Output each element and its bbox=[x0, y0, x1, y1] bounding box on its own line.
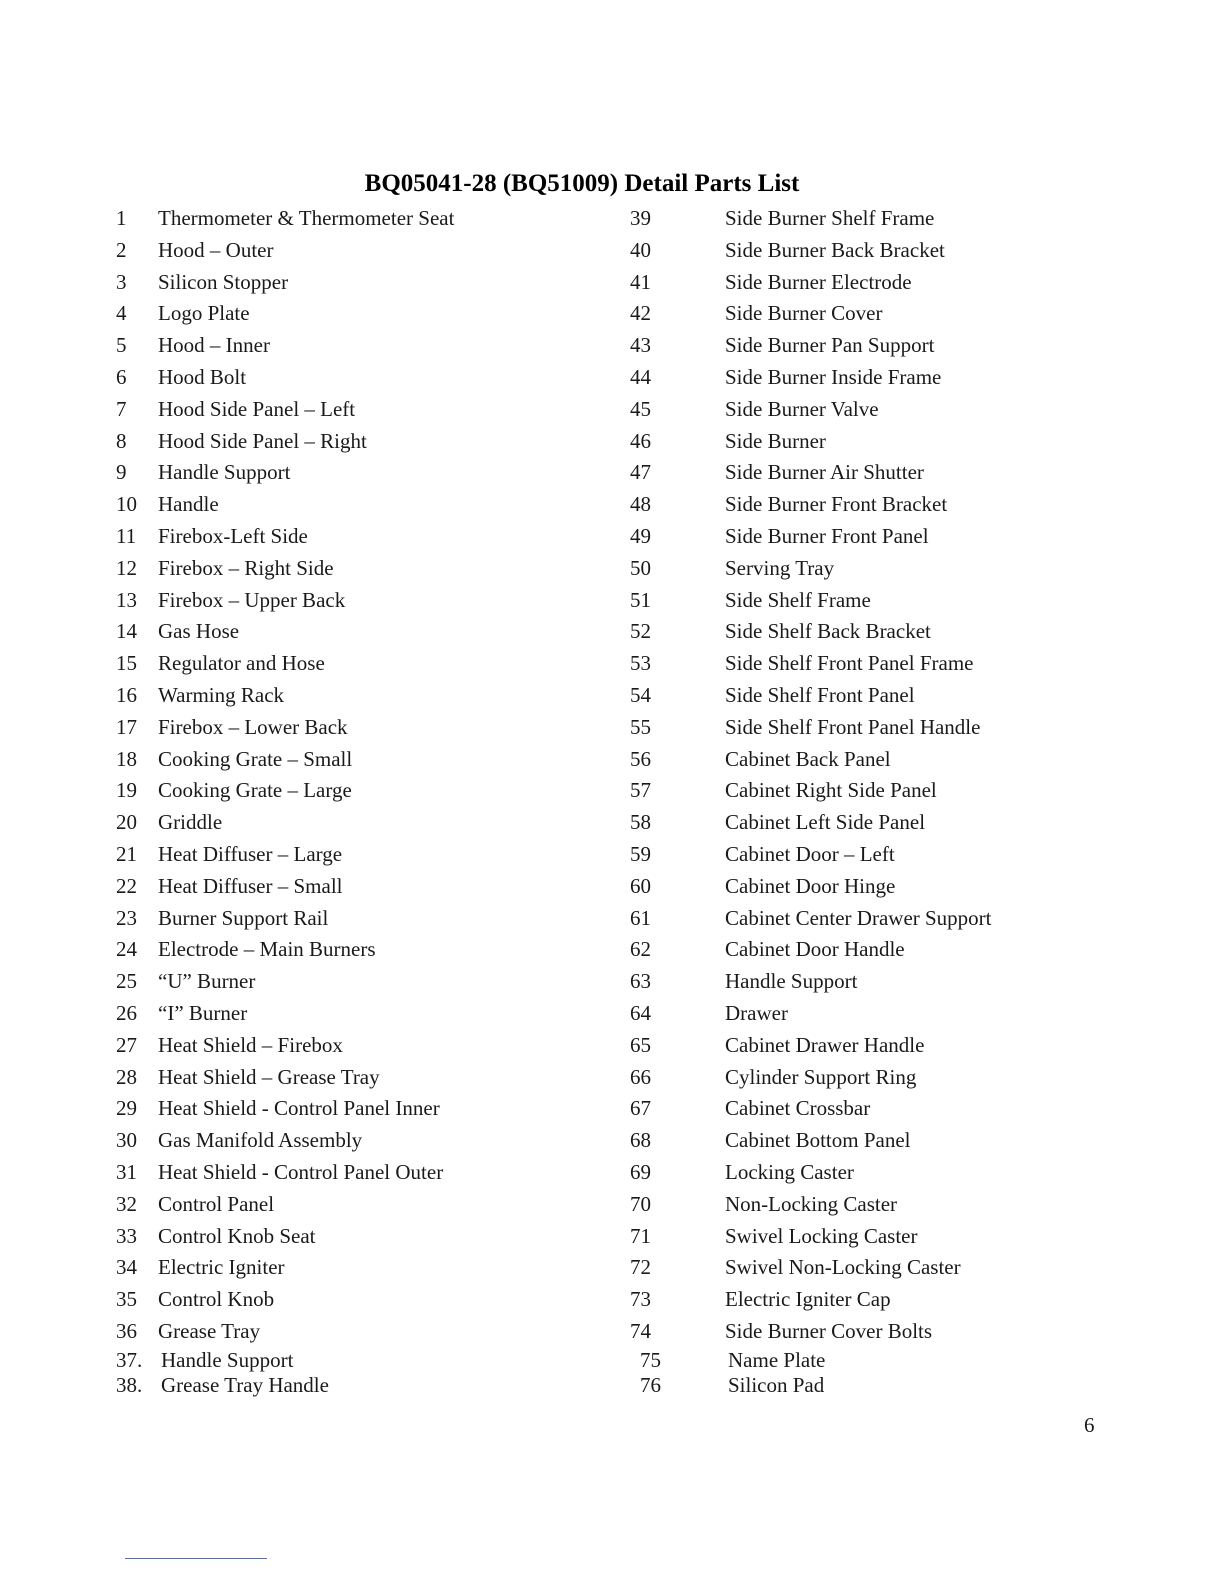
part-name: Control Panel bbox=[158, 1191, 275, 1216]
part-number: 64 bbox=[630, 1000, 651, 1025]
parts-list-item bbox=[116, 1221, 586, 1253]
part-name: Firebox – Lower Back bbox=[158, 714, 348, 739]
part-name: Side Burner bbox=[725, 428, 826, 453]
parts-list-item bbox=[116, 1093, 586, 1125]
part-number: 71 bbox=[630, 1223, 651, 1248]
part-number: 41 bbox=[630, 269, 651, 294]
part-number: 35 bbox=[116, 1287, 137, 1312]
part-name: Logo Plate bbox=[158, 301, 250, 326]
parts-list-item bbox=[116, 807, 586, 839]
parts-list-item bbox=[116, 744, 586, 776]
part-number: 53 bbox=[630, 651, 651, 676]
parts-list-item bbox=[630, 1316, 1050, 1348]
parts-list-right-column bbox=[630, 203, 1050, 1398]
parts-list-item bbox=[116, 362, 586, 394]
part-number: 70 bbox=[630, 1191, 651, 1216]
part-name: Side Burner Front Panel bbox=[725, 523, 929, 548]
parts-list-item bbox=[630, 934, 1050, 966]
parts-list-item bbox=[116, 648, 586, 680]
part-number: 75 bbox=[640, 1347, 661, 1372]
parts-list-item bbox=[630, 1157, 1050, 1189]
parts-list-item bbox=[630, 903, 1050, 935]
part-number: 26 bbox=[116, 1000, 137, 1025]
part-name: Side Burner Air Shutter bbox=[725, 460, 924, 485]
part-name: Side Burner Back Bracket bbox=[725, 237, 945, 262]
part-name: Side Burner Pan Support bbox=[725, 333, 935, 358]
parts-list-item bbox=[116, 1373, 586, 1398]
part-number: 43 bbox=[630, 333, 651, 358]
parts-list-item bbox=[630, 616, 1050, 648]
parts-list-item bbox=[116, 712, 586, 744]
part-number: 36 bbox=[116, 1318, 137, 1343]
part-number: 55 bbox=[630, 714, 651, 739]
parts-list-item bbox=[116, 839, 586, 871]
part-number: 63 bbox=[630, 969, 651, 994]
part-name: Cooking Grate – Large bbox=[158, 778, 352, 803]
part-name: Side Shelf Front Panel Frame bbox=[725, 651, 974, 676]
parts-list-item bbox=[630, 712, 1050, 744]
part-name: Swivel Non-Locking Caster bbox=[725, 1255, 961, 1280]
parts-list-item bbox=[116, 298, 586, 330]
part-number: 4 bbox=[116, 301, 127, 326]
part-number: 68 bbox=[630, 1128, 651, 1153]
part-number: 59 bbox=[630, 841, 651, 866]
parts-list-item bbox=[630, 1221, 1050, 1253]
part-name: Side Burner Electrode bbox=[725, 269, 912, 294]
part-name: Hood Bolt bbox=[158, 364, 247, 389]
parts-list-item bbox=[116, 1189, 586, 1221]
part-name: Firebox-Left Side bbox=[158, 523, 308, 548]
part-number: 33 bbox=[116, 1223, 137, 1248]
part-number: 45 bbox=[630, 396, 651, 421]
parts-list-item bbox=[116, 521, 586, 553]
part-number: 62 bbox=[630, 937, 651, 962]
part-name: “U” Burner bbox=[158, 969, 256, 994]
parts-list-item bbox=[116, 903, 586, 935]
parts-list-item bbox=[630, 1030, 1050, 1062]
footer-link-underline bbox=[125, 1558, 267, 1559]
part-number: 37. bbox=[116, 1347, 143, 1372]
part-number: 67 bbox=[630, 1096, 651, 1121]
parts-list-item bbox=[630, 585, 1050, 617]
part-number: 40 bbox=[630, 237, 651, 262]
parts-list-item bbox=[116, 1062, 586, 1094]
part-name: Grease Tray Handle bbox=[161, 1372, 329, 1397]
parts-list-item bbox=[116, 394, 586, 426]
parts-list-item bbox=[630, 744, 1050, 776]
part-number: 73 bbox=[630, 1287, 651, 1312]
part-number: 8 bbox=[116, 428, 127, 453]
parts-list-item bbox=[630, 1284, 1050, 1316]
parts-list-item bbox=[116, 585, 586, 617]
part-name: Serving Tray bbox=[725, 555, 835, 580]
part-name: Hood Side Panel – Right bbox=[158, 428, 367, 453]
part-name: Hood – Outer bbox=[158, 237, 274, 262]
part-number: 76 bbox=[640, 1372, 661, 1397]
parts-list-item bbox=[630, 807, 1050, 839]
part-name: Heat Diffuser – Small bbox=[158, 873, 343, 898]
part-name: Side Burner Valve bbox=[725, 396, 879, 421]
part-number: 27 bbox=[116, 1032, 137, 1057]
parts-list-item bbox=[116, 934, 586, 966]
part-name: Side Burner Front Bracket bbox=[725, 492, 948, 517]
part-name: Gas Hose bbox=[158, 619, 240, 644]
parts-list-item bbox=[116, 680, 586, 712]
parts-list-item bbox=[630, 1125, 1050, 1157]
parts-list-item bbox=[630, 521, 1050, 553]
parts-list-item bbox=[116, 235, 586, 267]
parts-list-item bbox=[630, 426, 1050, 458]
part-number: 23 bbox=[116, 905, 137, 930]
parts-list-item bbox=[630, 235, 1050, 267]
part-number: 32 bbox=[116, 1191, 137, 1216]
part-name: Cabinet Center Drawer Support bbox=[725, 905, 992, 930]
part-number: 19 bbox=[116, 778, 137, 803]
part-name: Cabinet Door Hinge bbox=[725, 873, 896, 898]
parts-list-item bbox=[630, 553, 1050, 585]
parts-list-item bbox=[630, 680, 1050, 712]
part-name: Non-Locking Caster bbox=[725, 1191, 898, 1216]
parts-list-item bbox=[116, 267, 586, 299]
part-number: 42 bbox=[630, 301, 651, 326]
part-name: Side Shelf Back Bracket bbox=[725, 619, 931, 644]
parts-list-item bbox=[630, 1348, 1050, 1373]
part-number: 57 bbox=[630, 778, 651, 803]
parts-list-item bbox=[630, 203, 1050, 235]
parts-list-item bbox=[630, 489, 1050, 521]
part-number: 6 bbox=[116, 364, 127, 389]
part-name: Handle Support bbox=[161, 1347, 294, 1372]
part-name: Name Plate bbox=[728, 1347, 826, 1372]
part-name: Silicon Pad bbox=[728, 1372, 825, 1397]
part-name: Hood – Inner bbox=[158, 333, 270, 358]
part-name: Cabinet Door Handle bbox=[725, 937, 905, 962]
part-name: Burner Support Rail bbox=[158, 905, 329, 930]
part-number: 38. bbox=[116, 1372, 143, 1397]
part-name: Swivel Locking Caster bbox=[725, 1223, 918, 1248]
page-number: 6 bbox=[1084, 1413, 1095, 1437]
part-name: Heat Diffuser – Large bbox=[158, 841, 343, 866]
part-number: 54 bbox=[630, 682, 651, 707]
part-name: Control Knob Seat bbox=[158, 1223, 316, 1248]
parts-list-item bbox=[116, 489, 586, 521]
parts-list-item bbox=[630, 298, 1050, 330]
part-name: Griddle bbox=[158, 810, 223, 835]
part-number: 44 bbox=[630, 364, 651, 389]
parts-list-item bbox=[630, 966, 1050, 998]
part-number: 15 bbox=[116, 651, 137, 676]
parts-list-item bbox=[116, 330, 586, 362]
part-number: 48 bbox=[630, 492, 651, 517]
part-number: 9 bbox=[116, 460, 127, 485]
part-number: 1 bbox=[116, 206, 127, 230]
part-name: Drawer bbox=[725, 1000, 788, 1025]
part-number: 66 bbox=[630, 1064, 651, 1089]
parts-list-item bbox=[116, 871, 586, 903]
parts-list-item bbox=[630, 648, 1050, 680]
part-name: Heat Shield - Control Panel Outer bbox=[158, 1159, 444, 1184]
part-number: 58 bbox=[630, 810, 651, 835]
part-number: 69 bbox=[630, 1159, 651, 1184]
part-number: 17 bbox=[116, 714, 137, 739]
parts-list-item bbox=[630, 839, 1050, 871]
part-number: 21 bbox=[116, 841, 137, 866]
part-name: Warming Rack bbox=[158, 682, 285, 707]
parts-list-item bbox=[630, 1189, 1050, 1221]
part-name: Cabinet Drawer Handle bbox=[725, 1032, 925, 1057]
part-name: “I” Burner bbox=[158, 1000, 248, 1025]
part-number: 5 bbox=[116, 333, 127, 358]
part-name: Grease Tray bbox=[158, 1318, 261, 1343]
part-name: Locking Caster bbox=[725, 1159, 854, 1184]
parts-list-item bbox=[116, 203, 586, 235]
parts-list-item bbox=[630, 1252, 1050, 1284]
parts-list-item bbox=[116, 1252, 586, 1284]
parts-list-item bbox=[630, 871, 1050, 903]
part-name: Side Burner Shelf Frame bbox=[725, 206, 935, 230]
parts-list-item bbox=[630, 1062, 1050, 1094]
parts-list-item bbox=[630, 1373, 1050, 1398]
part-number: 2 bbox=[116, 237, 127, 262]
parts-list-item bbox=[116, 1348, 586, 1373]
part-name: Cabinet Bottom Panel bbox=[725, 1128, 911, 1153]
part-number: 56 bbox=[630, 746, 651, 771]
part-name: Cabinet Right Side Panel bbox=[725, 778, 937, 803]
parts-list-item bbox=[116, 553, 586, 585]
parts-list-item bbox=[116, 1030, 586, 1062]
part-name: Cooking Grate – Small bbox=[158, 746, 353, 771]
part-name: Side Shelf Front Panel Handle bbox=[725, 714, 981, 739]
page-title: BQ05041-28 (BQ51009) Detail Parts List bbox=[364, 170, 800, 197]
part-number: 34 bbox=[116, 1255, 137, 1280]
part-name: Control Knob bbox=[158, 1287, 275, 1312]
parts-list-item bbox=[116, 998, 586, 1030]
part-number: 50 bbox=[630, 555, 651, 580]
part-number: 46 bbox=[630, 428, 651, 453]
parts-list-item bbox=[116, 457, 586, 489]
part-name: Regulator and Hose bbox=[158, 651, 325, 676]
part-number: 60 bbox=[630, 873, 651, 898]
part-number: 18 bbox=[116, 746, 137, 771]
part-name: Firebox – Right Side bbox=[158, 555, 334, 580]
part-number: 20 bbox=[116, 810, 137, 835]
part-name: Heat Shield - Control Panel Inner bbox=[158, 1096, 440, 1121]
part-name: Heat Shield – Grease Tray bbox=[158, 1064, 380, 1089]
part-name: Thermometer & Thermometer Seat bbox=[158, 206, 455, 230]
part-name: Cabinet Back Panel bbox=[725, 746, 891, 771]
part-number: 52 bbox=[630, 619, 651, 644]
part-number: 24 bbox=[116, 937, 137, 962]
part-name: Side Burner Inside Frame bbox=[725, 364, 942, 389]
part-name: Side Shelf Front Panel bbox=[725, 682, 915, 707]
part-number: 7 bbox=[116, 396, 127, 421]
part-number: 28 bbox=[116, 1064, 137, 1089]
part-number: 51 bbox=[630, 587, 651, 612]
part-number: 12 bbox=[116, 555, 137, 580]
parts-list-item bbox=[630, 1093, 1050, 1125]
parts-list-item bbox=[630, 330, 1050, 362]
part-number: 30 bbox=[116, 1128, 137, 1153]
part-name: Gas Manifold Assembly bbox=[158, 1128, 363, 1153]
part-name: Cabinet Door – Left bbox=[725, 841, 895, 866]
part-name: Hood Side Panel – Left bbox=[158, 396, 356, 421]
part-name: Firebox – Upper Back bbox=[158, 587, 346, 612]
part-number: 29 bbox=[116, 1096, 137, 1121]
parts-list-item bbox=[116, 426, 586, 458]
part-name: Side Burner Cover Bolts bbox=[725, 1318, 933, 1343]
parts-list-item bbox=[630, 267, 1050, 299]
part-name: Side Shelf Frame bbox=[725, 587, 871, 612]
part-number: 11 bbox=[116, 523, 137, 548]
part-number: 3 bbox=[116, 269, 127, 294]
part-name: Electric Igniter Cap bbox=[725, 1287, 891, 1312]
parts-list-item bbox=[630, 775, 1050, 807]
part-number: 16 bbox=[116, 682, 137, 707]
part-name: Heat Shield – Firebox bbox=[158, 1032, 343, 1057]
part-name: Cylinder Support Ring bbox=[725, 1064, 917, 1089]
part-number: 22 bbox=[116, 873, 137, 898]
part-number: 47 bbox=[630, 460, 651, 485]
part-number: 49 bbox=[630, 523, 651, 548]
parts-list-item bbox=[116, 1316, 586, 1348]
parts-list-item bbox=[630, 394, 1050, 426]
part-number: 74 bbox=[630, 1318, 651, 1343]
part-name: Electric Igniter bbox=[158, 1255, 285, 1280]
parts-list-item bbox=[116, 966, 586, 998]
part-name: Electrode – Main Burners bbox=[158, 937, 376, 962]
parts-list-item bbox=[630, 457, 1050, 489]
parts-list-item bbox=[116, 775, 586, 807]
parts-list-item bbox=[630, 998, 1050, 1030]
parts-list-item bbox=[116, 1157, 586, 1189]
part-number: 65 bbox=[630, 1032, 651, 1057]
part-number: 14 bbox=[116, 619, 137, 644]
part-number: 13 bbox=[116, 587, 137, 612]
parts-list-item bbox=[630, 362, 1050, 394]
part-number: 10 bbox=[116, 492, 137, 517]
part-name: Handle Support bbox=[725, 969, 858, 994]
parts-list-item bbox=[116, 616, 586, 648]
part-name: Cabinet Crossbar bbox=[725, 1096, 871, 1121]
parts-list-item bbox=[116, 1125, 586, 1157]
part-number: 31 bbox=[116, 1159, 137, 1184]
part-name: Handle Support bbox=[158, 460, 291, 485]
part-name: Cabinet Left Side Panel bbox=[725, 810, 926, 835]
part-name: Handle bbox=[158, 492, 219, 517]
part-name: Silicon Stopper bbox=[158, 269, 289, 294]
parts-list-left-column bbox=[116, 203, 586, 1398]
parts-list-item bbox=[116, 1284, 586, 1316]
part-number: 72 bbox=[630, 1255, 651, 1280]
part-name: Side Burner Cover bbox=[725, 301, 883, 326]
part-number: 61 bbox=[630, 905, 651, 930]
part-number: 39 bbox=[630, 206, 651, 230]
part-number: 25 bbox=[116, 969, 137, 994]
